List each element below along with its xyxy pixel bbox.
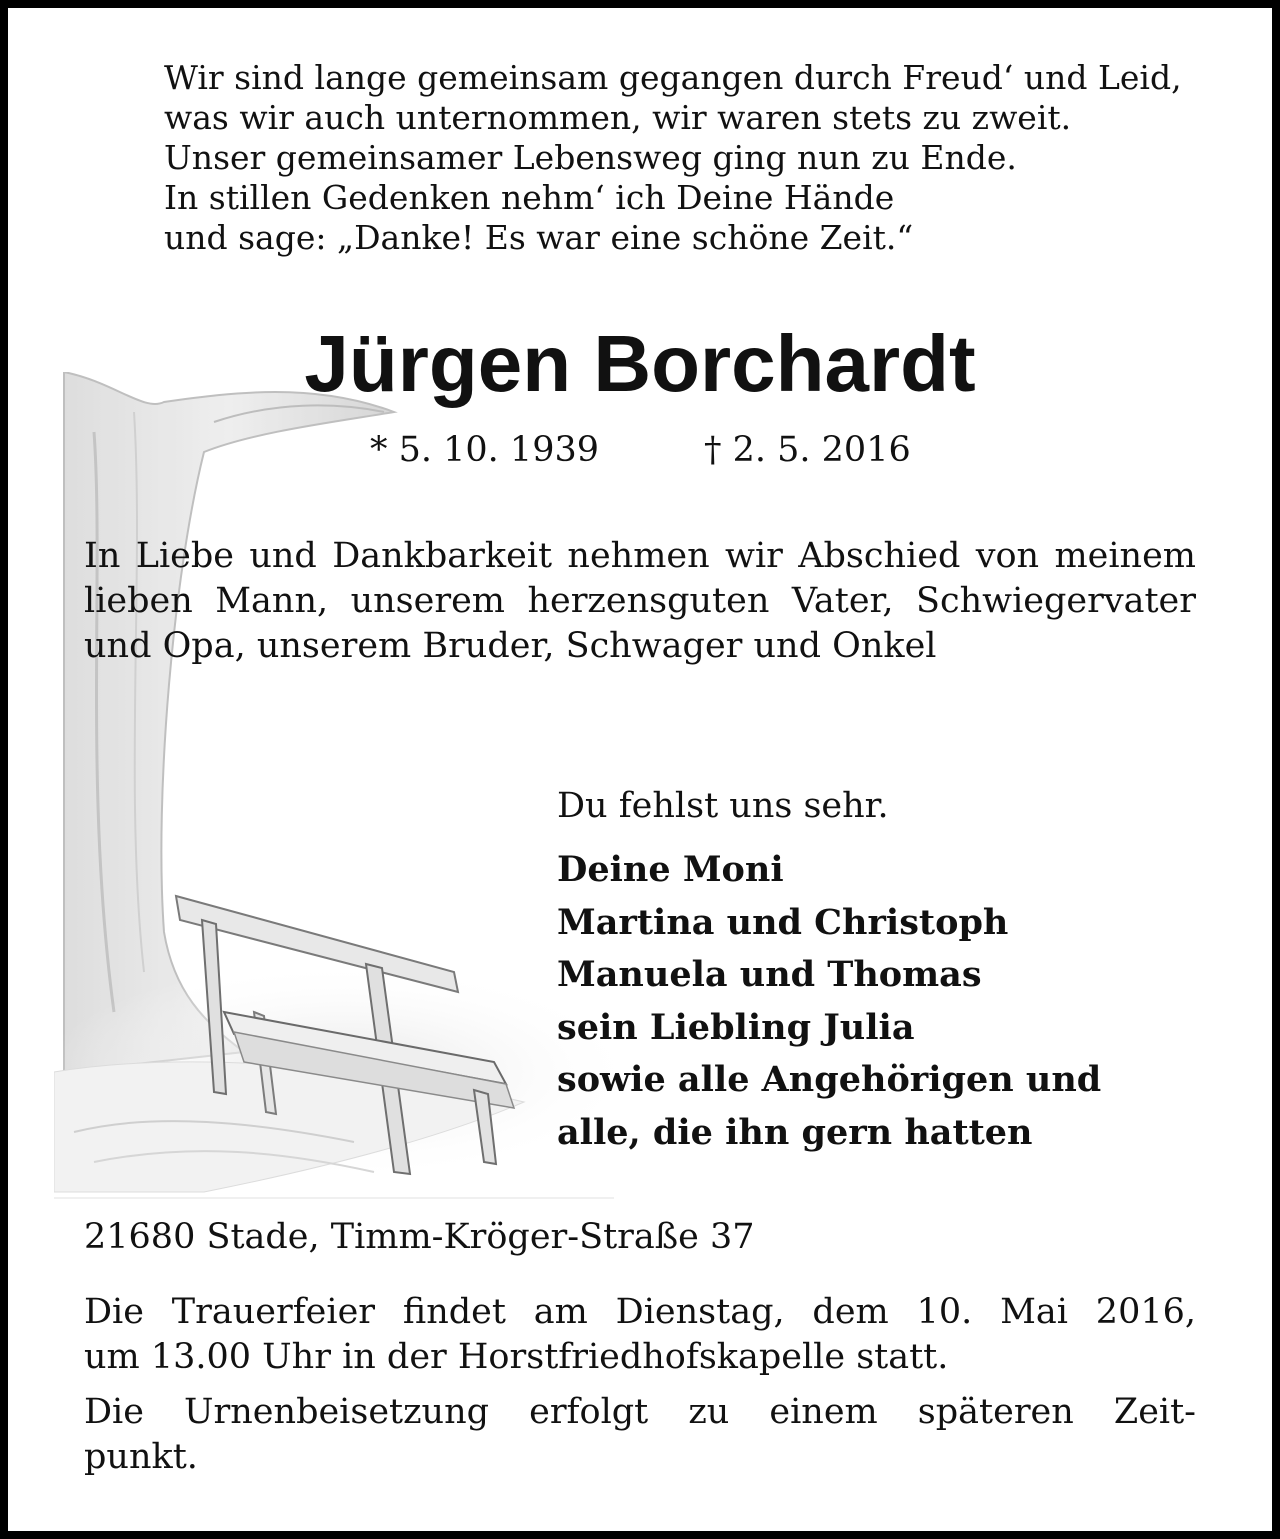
poem-line: und sage: „Danke! Es war eine schöne Zeit.“ — [164, 218, 914, 257]
signer: sowie alle Angehörigen und — [557, 1059, 1102, 1100]
signer: Deine Moni — [557, 849, 784, 890]
ceremony-line: um 13.00 Uhr in der Horstfriedhofskapelle statt. — [84, 1337, 949, 1377]
address: 21680 Stade, Timm-Kröger-Straße 37 — [84, 1217, 755, 1257]
signer: Manuela und Thomas — [557, 954, 982, 995]
ceremony-info — [84, 1290, 1196, 1480]
deceased-name: Jürgen Borchardt — [304, 319, 976, 408]
poem-line: Wir sind lange gemeinsam gegangen durch Freud‘ und Leid, — [164, 58, 1182, 97]
ceremony-line: Die Trauerfeier findet am Dienstag, dem 10. Mai 2016, — [84, 1292, 1196, 1332]
signer: sein Liebling Julia — [557, 1006, 915, 1048]
signer: Martina und Christoph — [557, 901, 1009, 943]
poem-line: Unser gemeinsamer Lebensweg ging nun zu Ende. — [164, 138, 1017, 177]
sign-intro: Du fehlst uns sehr. — [557, 786, 889, 826]
poem — [164, 58, 1182, 258]
tree-bench-illustration — [54, 372, 614, 1208]
burial-line: Die Urnenbeisetzung erfolgt zu einem späteren Zeit- — [84, 1392, 1196, 1432]
poem-line: In stillen Gedenken nehm‘ ich Deine Hände — [164, 178, 895, 217]
poem-line: was wir auch unternommen, wir waren stets zu zweit. — [164, 98, 1072, 137]
signers-list — [557, 844, 1101, 1159]
farewell-text: In Liebe und Dankbarkeit nehmen wir Abschied von meinem lieben Mann, unserem herzensguten Vater, Schwiegervater und Opa, unserem Bruder, Schwager und Onkel — [84, 536, 1196, 666]
burial-line: punkt. — [84, 1437, 198, 1477]
death-date: † 2. 5. 2016 — [704, 430, 911, 470]
signer: alle, die ihn gern hatten — [557, 1111, 1033, 1153]
birth-date: * 5. 10. 1939 — [370, 430, 600, 470]
